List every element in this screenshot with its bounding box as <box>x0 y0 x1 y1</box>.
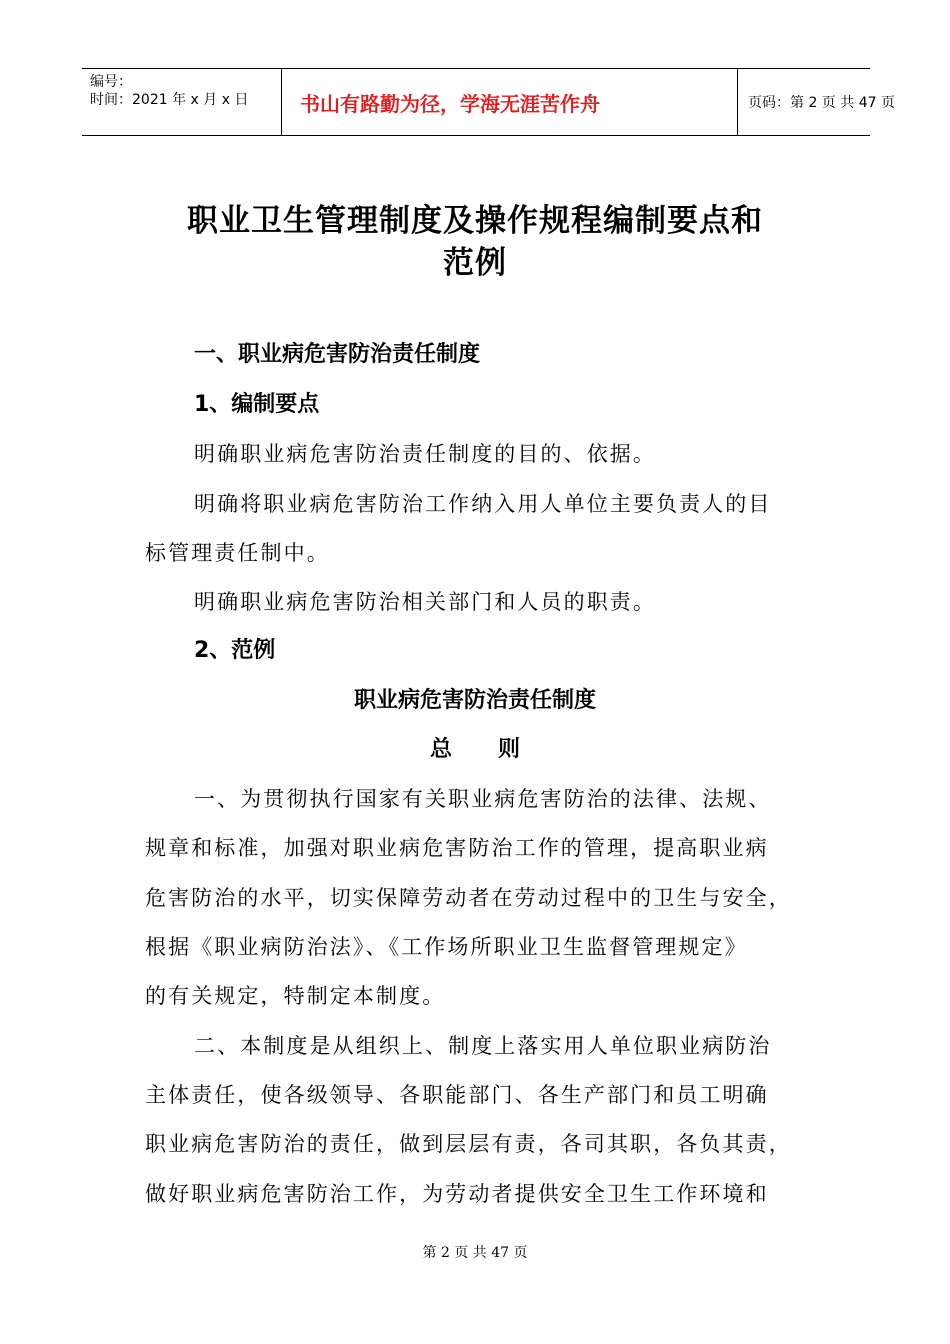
subsection-heading: 2、范例 <box>194 638 276 663</box>
header-motto: 书山有路勤为径，学海无涯苦作舟 <box>300 92 600 116</box>
paragraph-line: 做好职业病危害防治工作，为劳动者提供安全卫生工作环境和 <box>145 1182 769 1206</box>
document-title-line1: 职业卫生管理制度及操作规程编制要点和 <box>187 203 763 239</box>
paragraph-line: 主体责任，使各级领导、各职能部门、各生产部门和员工明确 <box>145 1083 769 1107</box>
paragraph-line: 根据《职业病防治法》、《工作场所职业卫生监督管理规定》 <box>145 935 748 959</box>
date-label: 时间：2021 年 x 月 x 日 <box>90 92 249 108</box>
paragraph: 明确职业病危害防治责任制度的目的、依据。 <box>194 442 656 466</box>
section-heading: 一、职业病危害防治责任制度 <box>194 342 481 367</box>
header-meta-cell <box>82 69 282 135</box>
chapter-title: 总 则 <box>430 737 520 762</box>
paragraph-line: 二、本制度是从组织上、制度上落实用人单位职业病防治 <box>194 1034 772 1058</box>
page-header <box>82 68 895 136</box>
paragraph: 明确将职业病危害防治工作纳入用人单位主要负责人的目 <box>194 492 772 516</box>
header-motto-cell <box>282 69 738 135</box>
paragraph-line: 的有关规定，特制定本制度。 <box>145 984 446 1008</box>
paragraph: 标管理责任制中。 <box>145 541 330 565</box>
paragraph: 明确职业病危害防治相关部门和人员的职责。 <box>194 590 656 614</box>
serial-number-label: 编号： <box>90 74 132 90</box>
paragraph-line: 职业病危害防治的责任，做到层层有责，各司其职，各负其责， <box>145 1132 792 1156</box>
page-footer: 第 2 页 共 47 页 <box>422 1245 528 1261</box>
paragraph-line: 一、为贯彻执行国家有关职业病危害防治的法律、法规、 <box>194 787 772 811</box>
document-title-line2: 范例 <box>443 245 507 281</box>
header-page-info: 页码：第 2 页 共 47 页 <box>748 95 895 111</box>
paragraph-line: 危害防治的水平，切实保障劳动者在劳动过程中的卫生与安全， <box>145 886 792 910</box>
subsection-heading: 1、编制要点 <box>194 392 320 417</box>
header-page-cell <box>738 69 895 135</box>
paragraph-line: 规章和标准，加强对职业病危害防治工作的管理，提高职业病 <box>145 836 769 860</box>
example-title: 职业病危害防治责任制度 <box>353 688 596 713</box>
